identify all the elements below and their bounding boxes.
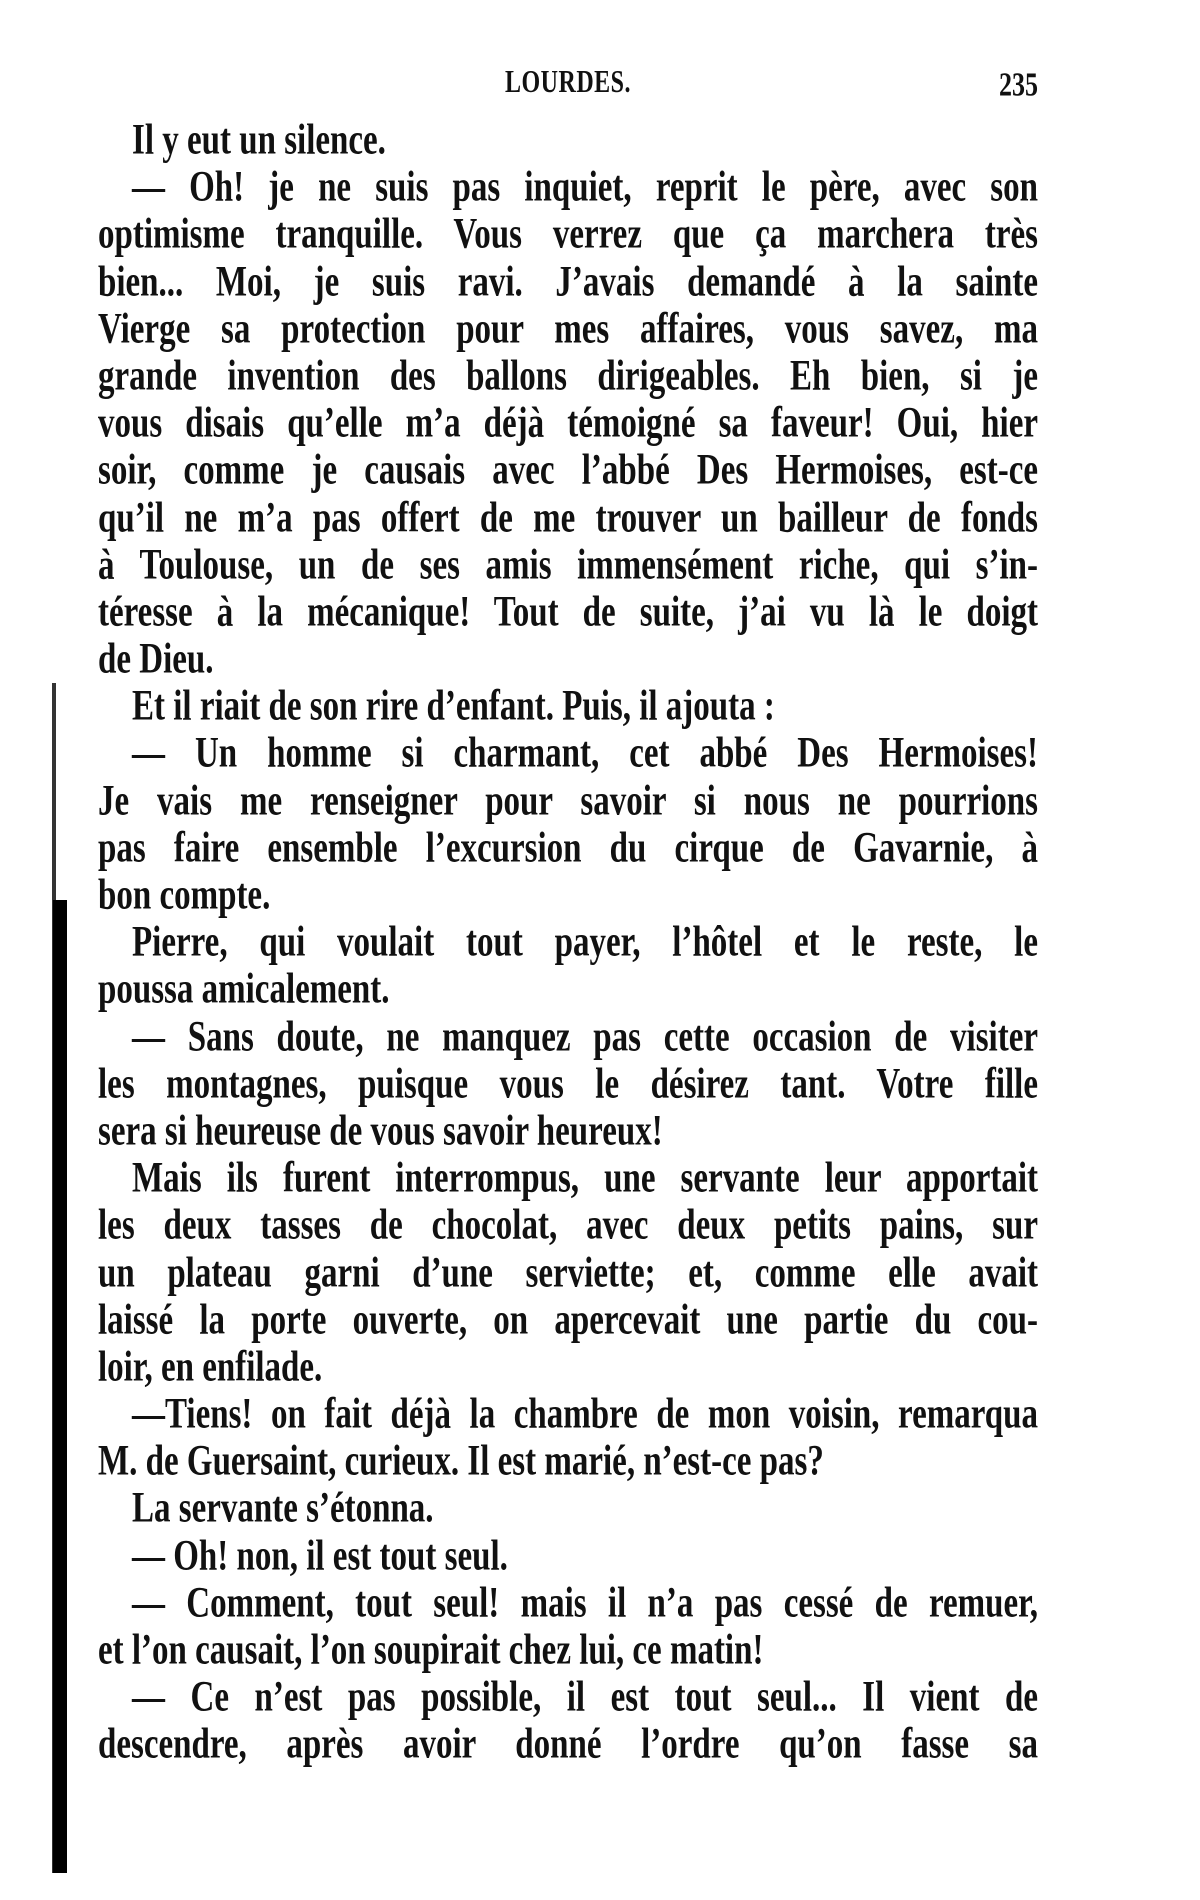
text-line-content: bon compte. <box>98 871 271 920</box>
text-line-content: laissé la porte ouverte, on apercevait une partie du cou- <box>98 1296 1038 1344</box>
text-line-content: — Comment, tout seul! mais il n’a pas cessé de remuer, <box>132 1579 1038 1627</box>
text-line-content: Mais ils furent interrompus, une servante leur apportait <box>132 1154 1038 1203</box>
text-line-content: loir, en enfilade. <box>98 1343 323 1391</box>
text-line-content: de Dieu. <box>98 635 214 684</box>
text-line-content: — Un homme si charmant, cet abbé Des Hermoises! <box>132 729 1038 778</box>
text-line-content: — Ce n’est pas possible, il est tout seul... Il vient de <box>132 1673 1038 1722</box>
text-line-content: Il y eut un silence. <box>132 116 386 165</box>
text-line-content: bien... Moi, je suis ravi. J’avais demandé à la sainte <box>98 258 1038 306</box>
text-line-content: La servante s’étonna. <box>132 1484 434 1533</box>
text-line-content: téresse à la mécanique! Tout de suite, j’ai vu là le doigt <box>98 588 1038 636</box>
text-line-content: M. de Guersaint, curieux. Il est marié, n’est-ce pas? <box>98 1437 824 1486</box>
text-line-content: —Tiens! on fait déjà la chambre de mon voisin, remarqua <box>132 1390 1038 1439</box>
text-line-content: pas faire ensemble l’excursion du cirque de Gavarnie, à <box>98 824 1038 872</box>
text-line-content: et l’on causait, l’on soupirait chez lui, ce matin! <box>98 1626 764 1675</box>
running-title: LOURDES. <box>504 65 632 100</box>
text-line-content: vous disais qu’elle m’a déjà témoigné sa faveur! Oui, hier <box>98 399 1038 448</box>
page-number: 235 <box>999 65 1038 104</box>
text-line-content: qu’il ne m’a pas offert de me trouver un bailleur de fonds <box>98 494 1038 542</box>
text-line-content: — Oh! non, il est tout seul. <box>132 1532 508 1580</box>
text-line-content: Pierre, qui voulait tout payer, l’hôtel et le reste, le <box>132 918 1038 967</box>
text-line-content: optimisme tranquille. Vous verrez que ça marchera très <box>98 210 1038 259</box>
body-text <box>98 116 1038 1771</box>
text-line-content: les deux tasses de chocolat, avec deux petits pains, sur <box>98 1201 1038 1250</box>
text-line-content: un plateau garni d’une serviette; et, comme elle avait <box>98 1249 1038 1297</box>
text-line-content: Vierge sa protection pour mes affaires, vous savez, ma <box>98 305 1038 353</box>
page-header <box>98 65 1038 106</box>
text-line-content: descendre, après avoir donné l’ordre qu’on fasse sa <box>98 1720 1038 1769</box>
text-line-content: poussa amicalement. <box>98 965 390 1014</box>
text-line-content: soir, comme je causais avec l’abbé Des Hermoises, est-ce <box>98 446 1038 495</box>
text-line <box>98 1720 1038 1770</box>
text-line-content: à Toulouse, un de ses amis immensément riche, qui s’in- <box>98 541 1038 589</box>
text-line-content: sera si heureuse de vous savoir heureux! <box>98 1107 663 1155</box>
text-line-content: Et il riait de son rire d’enfant. Puis, il ajouta : <box>132 682 775 731</box>
text-line-content: les montagnes, puisque vous le désirez tant. Votre fille <box>98 1060 1038 1108</box>
text-line-content: grande invention des ballons dirigeables. Eh bien, si je <box>98 352 1038 400</box>
text-line-content: Je vais me renseigner pour savoir si nous ne pourrions <box>98 777 1038 825</box>
page-gutter-edge <box>53 900 67 1873</box>
text-line-content: — Oh! je ne suis pas inquiet, reprit le père, avec son <box>132 163 1038 212</box>
text-line-content: — Sans doute, ne manquez pas cette occasion de visiter <box>132 1013 1038 1061</box>
